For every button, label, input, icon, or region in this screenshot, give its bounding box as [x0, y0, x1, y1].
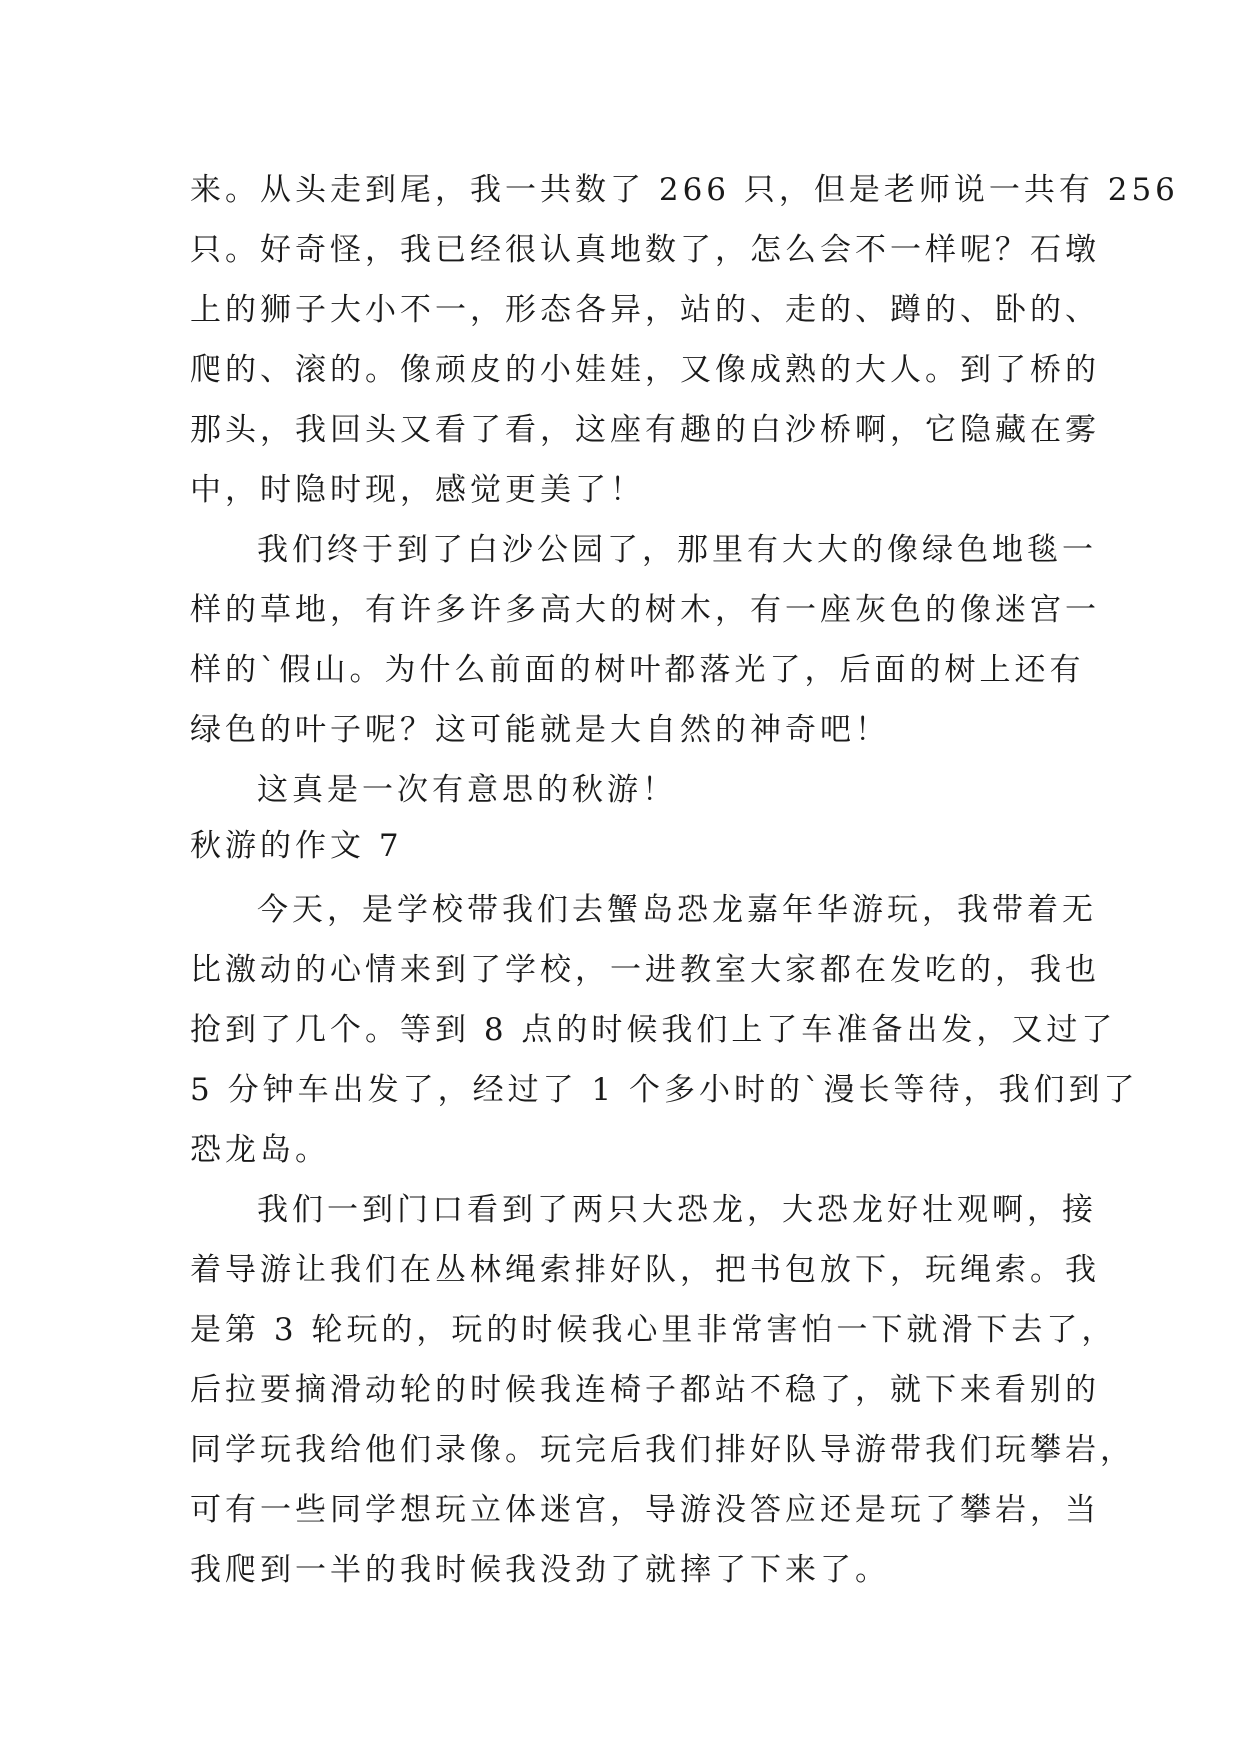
- document-page: [190, 160, 1179, 1600]
- paragraph-4: [190, 880, 1139, 1180]
- text-line: 来。从头走到尾，我一共数了 266 只，但是老师说一共有 256: [190, 172, 1179, 208]
- text-line: 我爬到一半的我时候我没劲了就摔了下来了。: [190, 1552, 890, 1588]
- text-line: 着导游让我们在丛林绳索排好队，把书包放下，玩绳索。我: [190, 1252, 1100, 1288]
- text-line: 那头，我回头又看了看，这座有趣的白沙桥啊，它隐藏在雾: [190, 412, 1100, 448]
- text-line: 样的草地，有许多许多高大的树木，有一座灰色的像迷宫一: [190, 592, 1100, 628]
- paragraph-3: [190, 760, 1070, 820]
- text-line: 样的`假山。为什么前面的树叶都落光了，后面的树上还有: [190, 652, 1085, 688]
- paragraph-5: [190, 1180, 1135, 1600]
- text-line: 抢到了几个。等到 8 点的时候我们上了车准备出发，又过了: [190, 1012, 1117, 1048]
- text-line: 上的狮子大小不一，形态各异，站的、走的、蹲的、卧的、: [190, 292, 1100, 328]
- text-line: 我们一到门口看到了两只大恐龙，大恐龙好壮观啊，接: [257, 1192, 1097, 1228]
- text-line: 绿色的叶子呢？这可能就是大自然的神奇吧！: [190, 712, 890, 748]
- text-line: 这真是一次有意思的秋游！: [257, 772, 677, 808]
- text-line: 只。好奇怪，我已经很认真地数了，怎么会不一样呢？石墩: [190, 232, 1100, 268]
- text-line: 后拉要摘滑动轮的时候我连椅子都站不稳了，就下来看别的: [190, 1372, 1100, 1408]
- text-line: 今天，是学校带我们去蟹岛恐龙嘉年华游玩，我带着无: [257, 892, 1097, 928]
- paragraph-1: [190, 160, 1179, 520]
- section-heading: 秋游的作文 7: [190, 828, 403, 864]
- paragraph-2: [190, 520, 1100, 760]
- text-line: 5 分钟车出发了，经过了 1 个多小时的`漫长等待，我们到了: [190, 1072, 1139, 1108]
- text-line: 恐龙岛。: [190, 1132, 330, 1168]
- text-line: 中，时隐时现，感觉更美了！: [190, 472, 645, 508]
- text-line: 爬的、滚的。像顽皮的小娃娃，又像成熟的大人。到了桥的: [190, 352, 1100, 388]
- text-line: 同学玩我给他们录像。玩完后我们排好队导游带我们玩攀岩，: [190, 1432, 1135, 1468]
- text-line: 我们终于到了白沙公园了，那里有大大的像绿色地毯一: [257, 532, 1097, 568]
- text-line: 比激动的心情来到了学校，一进教室大家都在发吃的，我也: [190, 952, 1100, 988]
- text-line: 可有一些同学想玩立体迷宫，导游没答应还是玩了攀岩，当: [190, 1492, 1100, 1528]
- text-line: 是第 3 轮玩的，玩的时候我心里非常害怕一下就滑下去了，: [190, 1312, 1117, 1348]
